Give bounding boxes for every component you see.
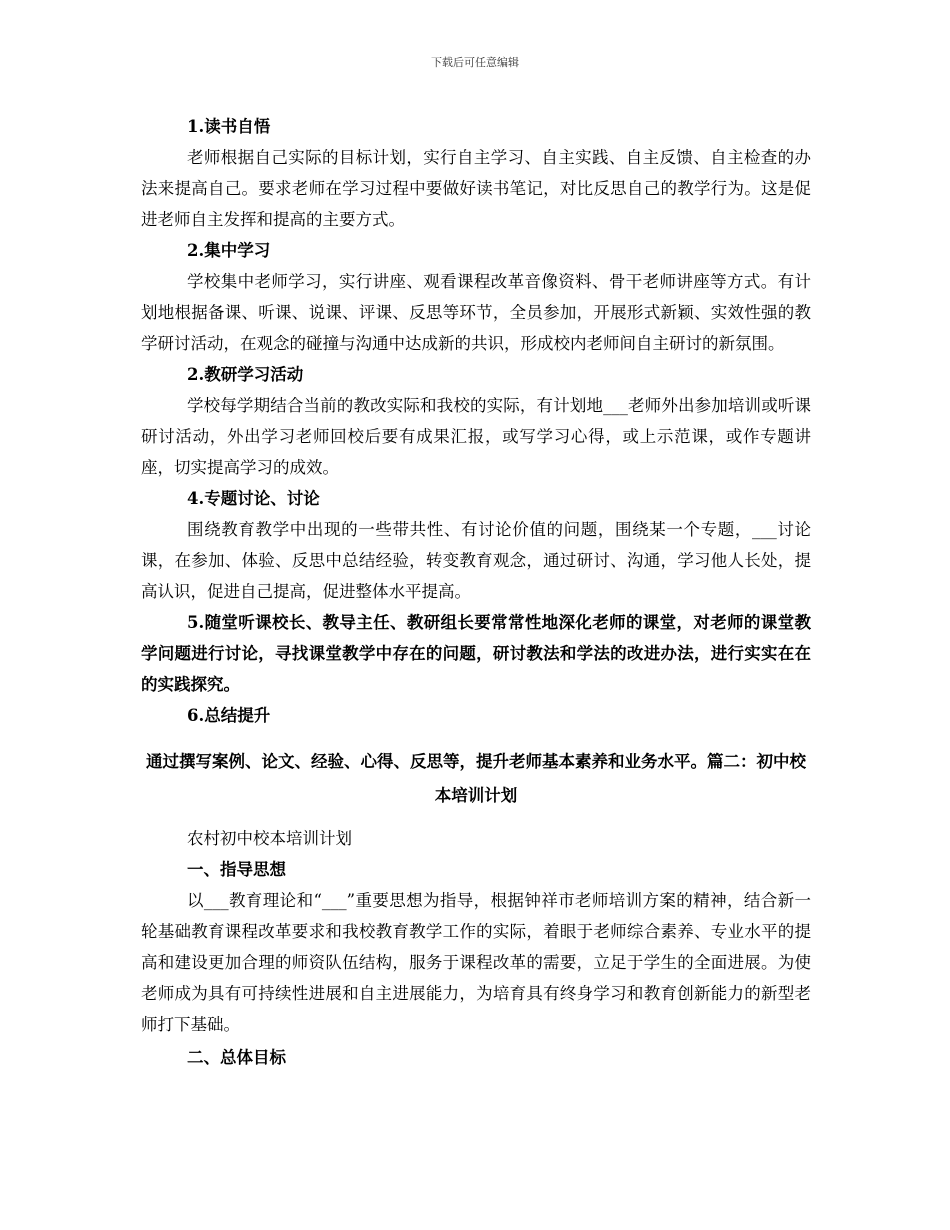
section-title-3: 2.教研学习活动 (187, 365, 304, 384)
centered-heading: 通过撰写案例、论文、经验、心得、反思等，提升老师基本素养和业务水平。篇二：初中校本培训计划 (146, 752, 806, 805)
part-title-2: 二、总体目标 (187, 1048, 286, 1067)
section-title-2: 2.集中学习 (187, 241, 271, 260)
section-title-1: 1.读书自悟 (187, 117, 271, 136)
document-body (141, 111, 811, 1073)
section-body-1: 老师根据自己实际的目标计划，实行自主学习、自主实践、自主反馈、自主检查的办法来提高自己。要求老师在学习过程中要做好读书笔记，对比反思自己的教学行为。这是促进老师自主发挥和提高的主要方式。 (141, 148, 811, 229)
section-body-3: 学校每学期结合当前的教改实际和我校的实际，有计划地___老师外出参加培训或听课研讨活动，外出学习老师回校后要有成果汇报，或写学习心得，或上示范课，或作专题讲座，切实提高学习的成效。 (141, 396, 811, 477)
section-title-4: 4.专题讨论、讨论 (187, 489, 320, 508)
section-body-2: 学校集中老师学习，实行讲座、观看课程改革音像资料、骨干老师讲座等方式。有计划地根据备课、听课、说课、评课、反思等环节，全员参加，开展形式新颖、实效性强的教学研讨活动，在观念的碰撞与沟通中达成新的共识，形成校内老师间自主研讨的新氛围。 (141, 272, 811, 353)
section-body-4: 围绕教育教学中出现的一些带共性、有讨论价值的问题，围绕某一个专题，___讨论课，在参加、体验、反思中总结经验，转变教育观念，通过研讨、沟通，学习他人长处，提高认识，促进自己提高，促进整体水平提高。 (141, 520, 811, 601)
page-header: 下载后可任意编辑 (431, 56, 519, 69)
document-title: 农村初中校本培训计划 (187, 829, 352, 848)
part-body-1: 以___教育理论和“___”重要思想为指导，根据钟祥市老师培训方案的精神，结合新一轮基础教育课程改革要求和我校教育教学工作的实际，着眼于老师综合素养、专业水平的提高和建设更加合理的师资队伍结构，服务于课程改革的需要，立足于学生的全面进展。为使老师成为具有可持续性进展和自主进展能力，为培育具有终身学习和教育创新能力的新型老师打下基础。 (141, 891, 811, 1034)
part-title-1: 一、指导思想 (187, 860, 286, 879)
section-title-6: 6.总结提升 (187, 706, 271, 725)
section-body-5: 5.随堂听课校长、教导主任、教研组长要常常性地深化老师的课堂，对老师的课堂教学问题进行讨论，寻找课堂教学中存在的问题，研讨教法和学法的改进办法，进行实实在在的实践探究。 (141, 613, 811, 694)
